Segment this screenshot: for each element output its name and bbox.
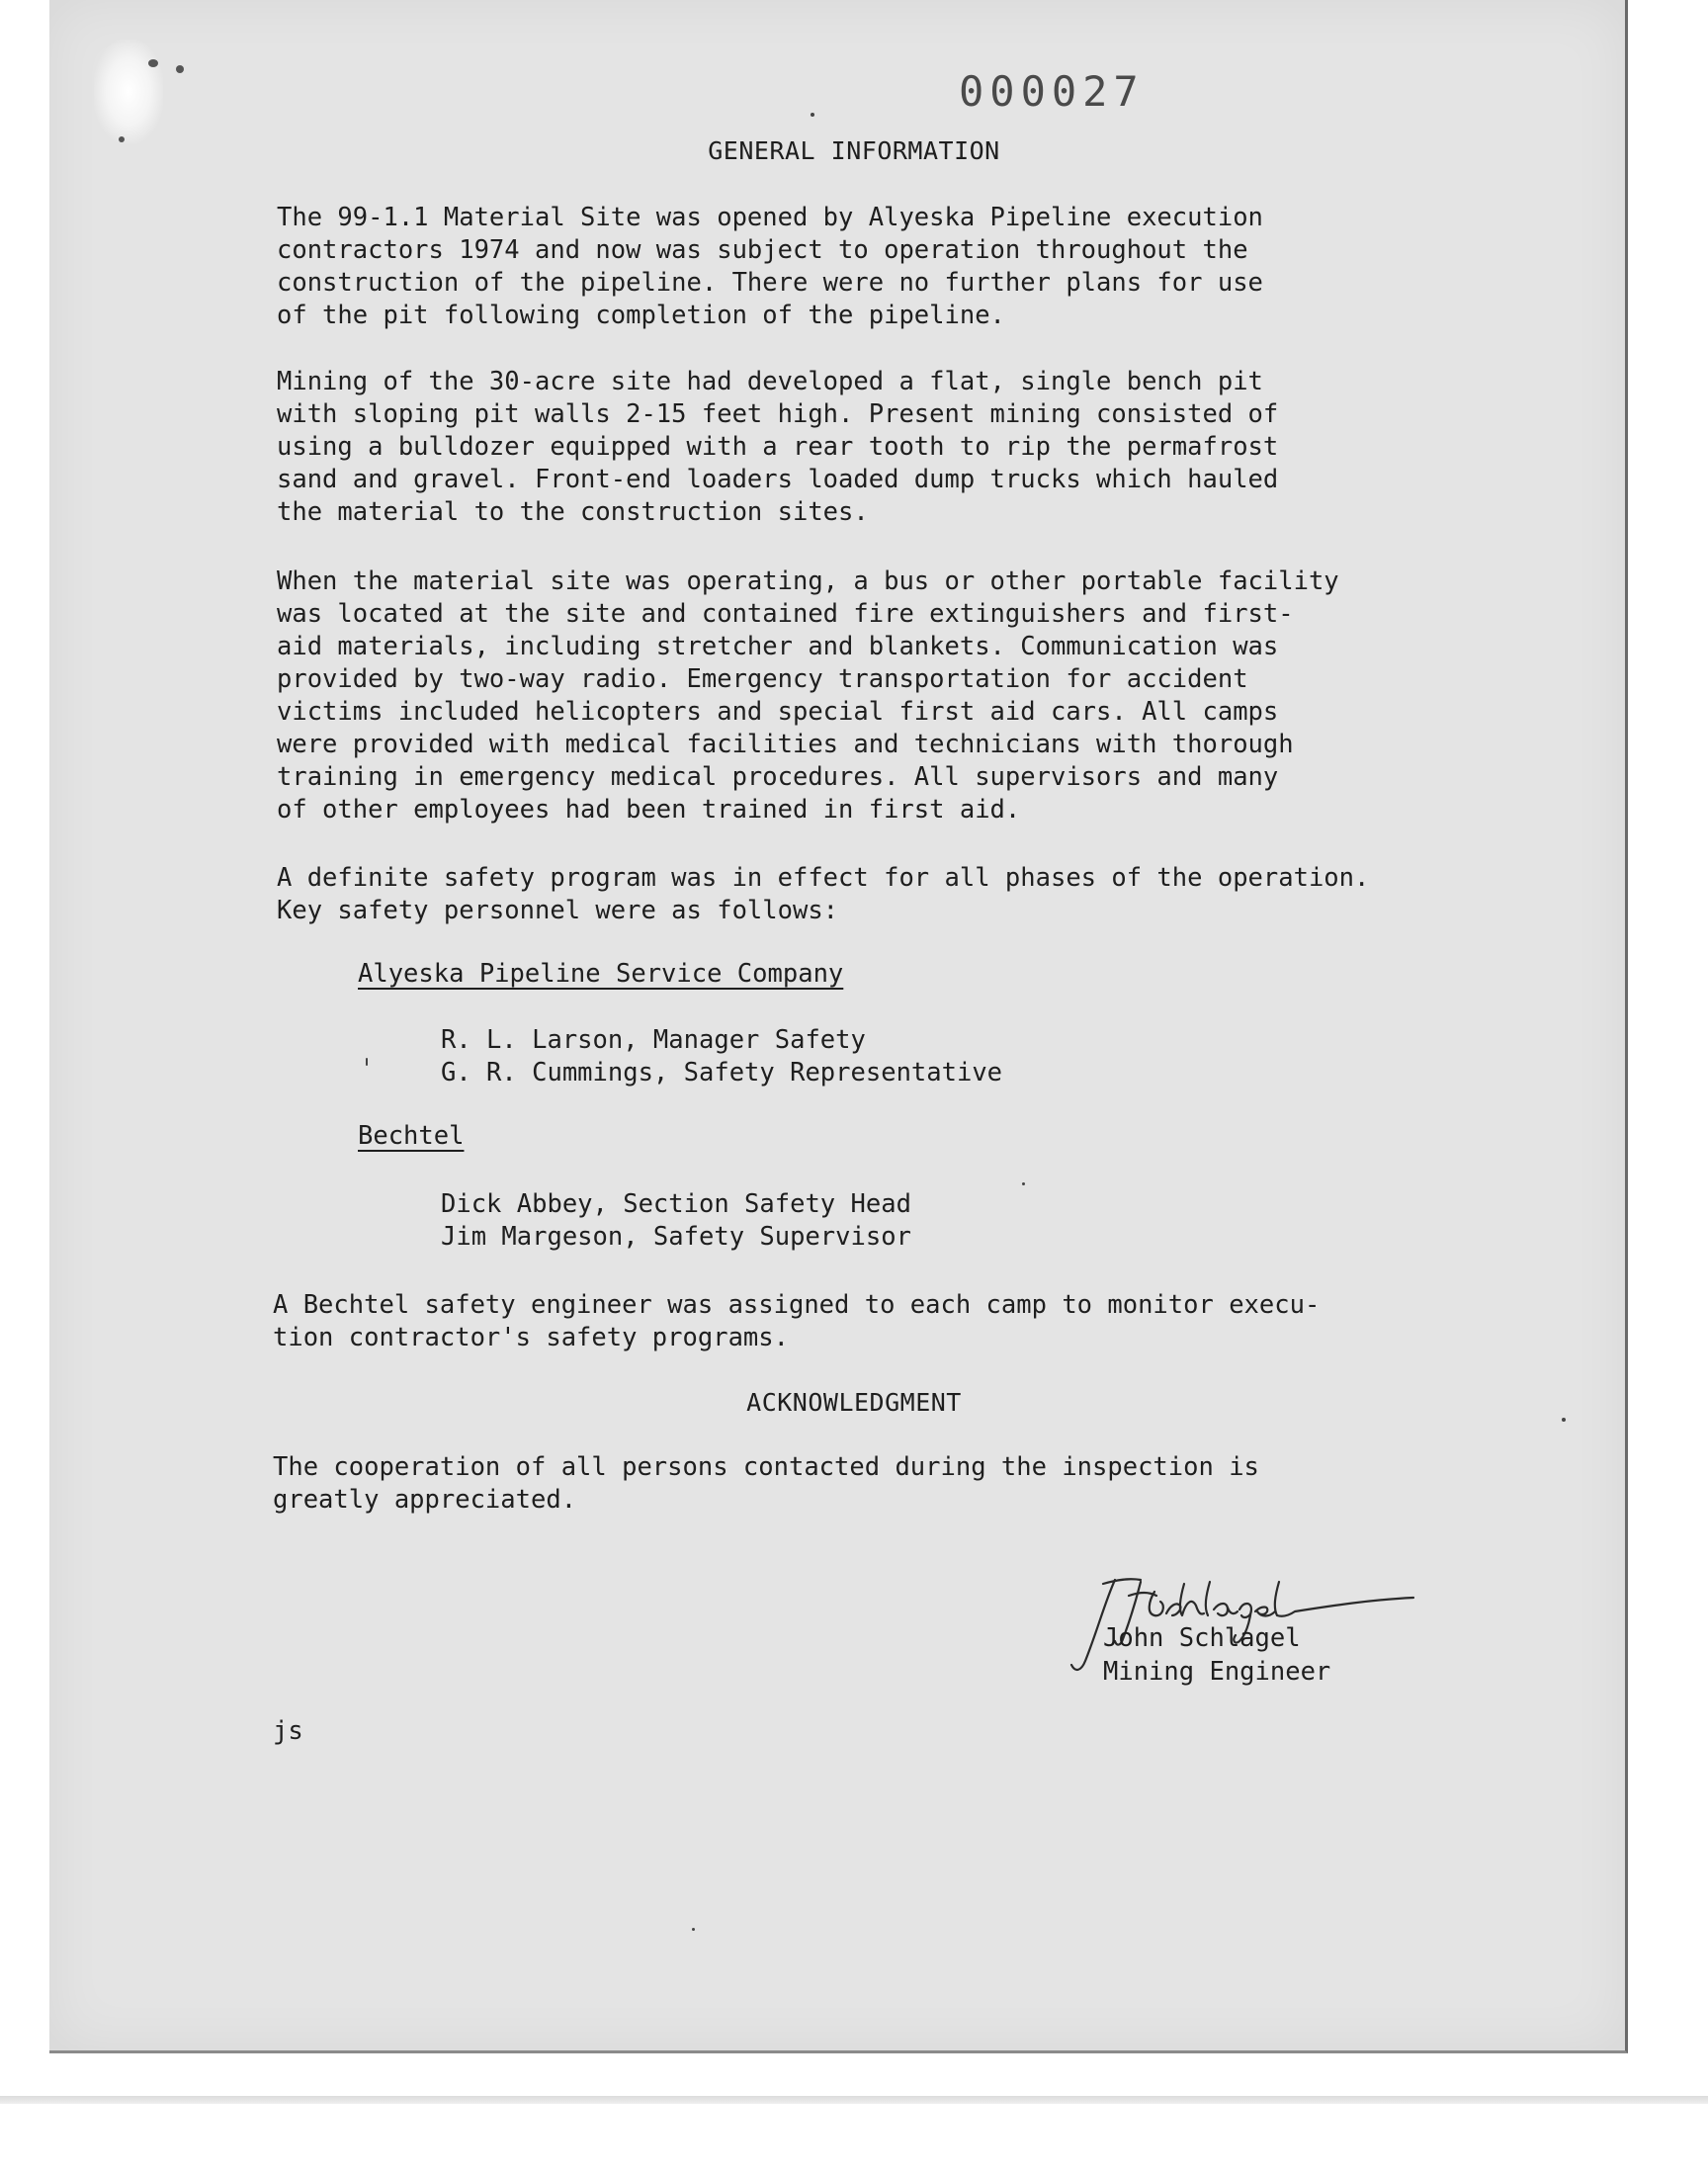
dust-speck	[692, 1928, 695, 1931]
stain-speck	[148, 59, 158, 67]
paper-stain	[94, 40, 163, 143]
signer-title: Mining Engineer	[1103, 1657, 1331, 1687]
personnel-entry: G. R. Cummings, Safety Representative	[441, 1058, 1003, 1088]
dust-speck	[811, 113, 814, 117]
paragraph-bechtel-engineer: A Bechtel safety engineer was assigned to each camp to monitor execu- tion contractor's safety programs.	[273, 1290, 1321, 1352]
dust-speck	[1022, 1182, 1025, 1185]
personnel-entry: R. L. Larson, Manager Safety	[441, 1025, 866, 1055]
paragraph-safety-program: A definite safety program was in effect for all phases of the operation. Key safety personnel were as follows:	[277, 863, 1370, 925]
paragraph-material-site: The 99-1.1 Material Site was opened by Alyeska Pipeline execution contractors 1974 and now was subject to operation throughout the construction of the pipeline. There were no further plans for use of the pit following completion of the pipeline.	[277, 203, 1263, 330]
signer-name: John Schlagel	[1103, 1623, 1301, 1653]
next-page-edge	[0, 2096, 1708, 2104]
org-heading-bechtel: Bechtel	[358, 1121, 465, 1151]
stain-speck	[176, 65, 184, 73]
personnel-entry: Dick Abbey, Section Safety Head	[441, 1189, 911, 1219]
personnel-entry: Jim Margeson, Safety Supervisor	[441, 1222, 911, 1252]
typist-initials: js	[273, 1716, 303, 1746]
paragraph-acknowledgment: The cooperation of all persons contacted during the inspection is greatly appreciated.	[273, 1452, 1259, 1515]
paragraph-facilities: When the material site was operating, a bus or other portable facility was located at the site and contained fire extinguishers and first- aid materials, including stretcher and blankets. Communication was provided by two-way radio. Emergency transportation for accident victims included helicopters and special first aid cars. All camps were provided with medical facilities and technicians with thorough training in emergency medical procedures. All supervisors and many of other employees had been trained in first aid.	[277, 566, 1339, 825]
paragraph-mining: Mining of the 30-acre site had developed a flat, single bench pit with sloping pit walls 2-15 feet high. Present mining consisted of using a bulldozer equipped with a rear tooth to rip the permafrost sand and gravel. Front-end loaders loaded dump trucks which hauled the material to the construction sites.	[277, 367, 1279, 527]
org-heading-alyeska: Alyeska Pipeline Service Company	[358, 959, 844, 989]
dust-speck	[1562, 1418, 1566, 1422]
acknowledgment-heading: ACKNOWLEDGMENT	[746, 1388, 962, 1417]
document-number: 000027	[959, 67, 1145, 116]
dust-speck	[366, 1058, 368, 1066]
general-information-heading: GENERAL INFORMATION	[708, 136, 1000, 165]
